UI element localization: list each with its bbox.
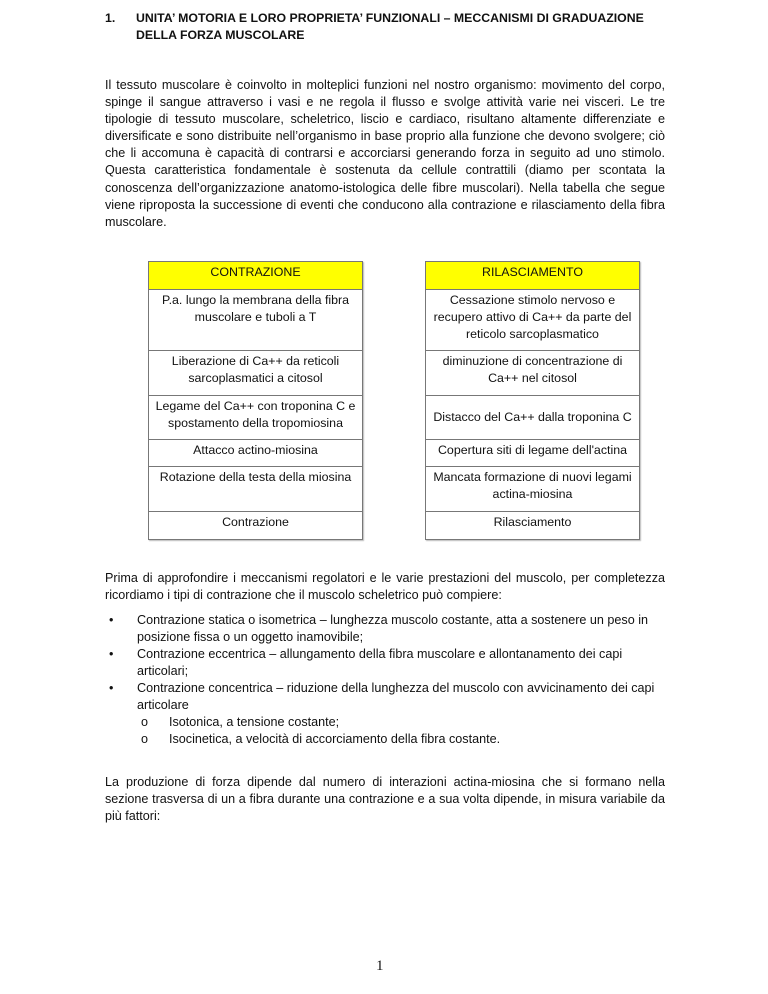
table-cell: Copertura siti di legame dell'actina	[426, 439, 639, 466]
table-cell: Rotazione della testa della miosina	[149, 466, 362, 511]
table-cell: Rilasciamento	[426, 511, 639, 539]
force-production-paragraph: La produzione di forza dipende dal numero di interazioni actina-miosina che si formano nella sezione trasversa di un a fibra durante una contrazione e a sua volta dipende, in misura variabile da più fattori:	[105, 775, 665, 824]
list-item: • Contrazione statica o isometrica – lunghezza muscolo costante, atta a sostenere un peso in posizione fissa o un oggetto inamovibile;	[109, 613, 649, 645]
sub-list-item: o Isotonica, a tensione costante;	[141, 715, 340, 730]
table-header: RILASCIAMENTO	[426, 262, 639, 289]
contrazione-table	[148, 261, 363, 540]
table-header: CONTRAZIONE	[149, 262, 362, 289]
table-cell: diminuzione di concentrazione di Ca++ nel citosol	[426, 350, 639, 395]
heading-text: UNITA’ MOTORIA E LORO PROPRIETA’ FUNZIONALI – MECCANISMI DI GRADUAZIONE DELLA FORZA MUSCOLARE	[136, 11, 644, 42]
contraction-types-intro: Prima di approfondire i meccanismi regolatori e le varie prestazioni del muscolo, per completezza ricordiamo i tipi di contrazione che il muscolo scheletrico può compiere:	[105, 570, 665, 602]
table-cell: Attacco actino-miosina	[149, 439, 362, 466]
section-heading	[105, 10, 665, 44]
tables-row	[148, 261, 665, 540]
circle-bullet-icon: o	[141, 715, 149, 730]
table-cell: P.a. lungo la membrana della fibra muscolare e tuboli a T	[149, 289, 362, 350]
intro-paragraph: Il tessuto muscolare è coinvolto in molteplici funzioni nel nostro organismo: movimento del corpo, spinge il sangue attraverso i vasi e ne regola il flusso e svolge attività varie nei visceri. Le tre tipologie di tessuto muscolare, scheletrico, liscio e cardiaco, risultano altamente differenziate e diversificate e sono distribuite nell’organismo in base proprio alla funzione che devono svolgere; ciò che li accomuna è capacità di contrarsi e accorciarsi generando forza in seguito ad uno stimolo. Questa caratteristica fondamentale è sostenuta da cellule contrattili (diamo per scontata la conoscenza dell’organizzazione anatomo-istologica delle fibre muscolari). Nella tabella che segue viene riproposta la successione di eventi che conducono alla contrazione e rilasciamento della fibra muscolare.	[105, 78, 665, 229]
table-cell: Liberazione di Ca++ da reticoli sarcoplasmatici a citosol	[149, 350, 362, 395]
sub-list	[137, 714, 665, 748]
bullet-icon: •	[109, 613, 114, 628]
rilasciamento-table	[425, 261, 640, 540]
contraction-types-list	[105, 612, 665, 748]
bullet-icon: •	[109, 681, 114, 696]
list-item: • Contrazione eccentrica – allungamento della fibra muscolare e allontanamento dei capi articolari;	[109, 647, 623, 679]
table-cell: Contrazione	[149, 511, 362, 539]
table-cell: Distacco del Ca++ dalla troponina C	[426, 395, 639, 439]
heading-number: 1.	[105, 11, 116, 25]
table-cell: Cessazione stimolo nervoso e recupero attivo di Ca++ da parte del reticolo sarcoplasmatico	[426, 289, 639, 350]
circle-bullet-icon: o	[141, 732, 149, 747]
table-cell: Legame del Ca++ con troponina C e spostamento della tropomiosina	[149, 395, 362, 439]
page-number: 1	[376, 958, 384, 974]
table-cell: Mancata formazione di nuovi legami actina-miosina	[426, 466, 639, 511]
list-item: • Contrazione concentrica – riduzione della lunghezza del muscolo con avvicinamento dei capi articolare o Isotonica, a tensione costante; o Isocinetica, a velocità di accorciamento della fibra costante.	[105, 680, 665, 748]
bullet-icon: •	[109, 647, 114, 662]
sub-list-item: o Isocinetica, a velocità di accorciamento della fibra costante.	[141, 732, 501, 747]
